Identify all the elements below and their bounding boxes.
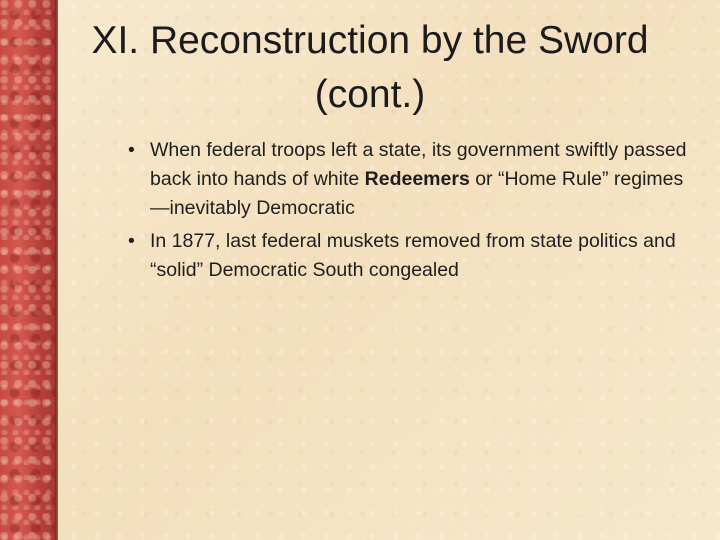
slide-title bbox=[60, 14, 680, 122]
left-bar-edge bbox=[55, 0, 58, 540]
bullet-2-text: In 1877, last federal muskets removed from state politics and “solid” Democratic South congealed bbox=[150, 230, 676, 281]
left-decorative-bar bbox=[0, 0, 55, 540]
bullet-icon: • bbox=[128, 230, 135, 252]
bullet-item-1 bbox=[128, 136, 688, 223]
bullet-1-text-after: or “Home Rule” regimes—inevitably Democratic bbox=[150, 168, 684, 219]
slide-title-line-2: (cont.) bbox=[314, 73, 426, 116]
bullet-item-2 bbox=[128, 227, 688, 285]
bullet-icon: • bbox=[128, 139, 135, 161]
bullet-list bbox=[128, 136, 688, 285]
bullet-1-bold-term: Redeemers bbox=[364, 168, 470, 190]
bullet-1-text-before: When federal troops left a state, its government swiftly passed back into hands of white bbox=[150, 139, 687, 190]
slide-title-line-1: XI. Reconstruction by the Sword bbox=[91, 19, 649, 62]
